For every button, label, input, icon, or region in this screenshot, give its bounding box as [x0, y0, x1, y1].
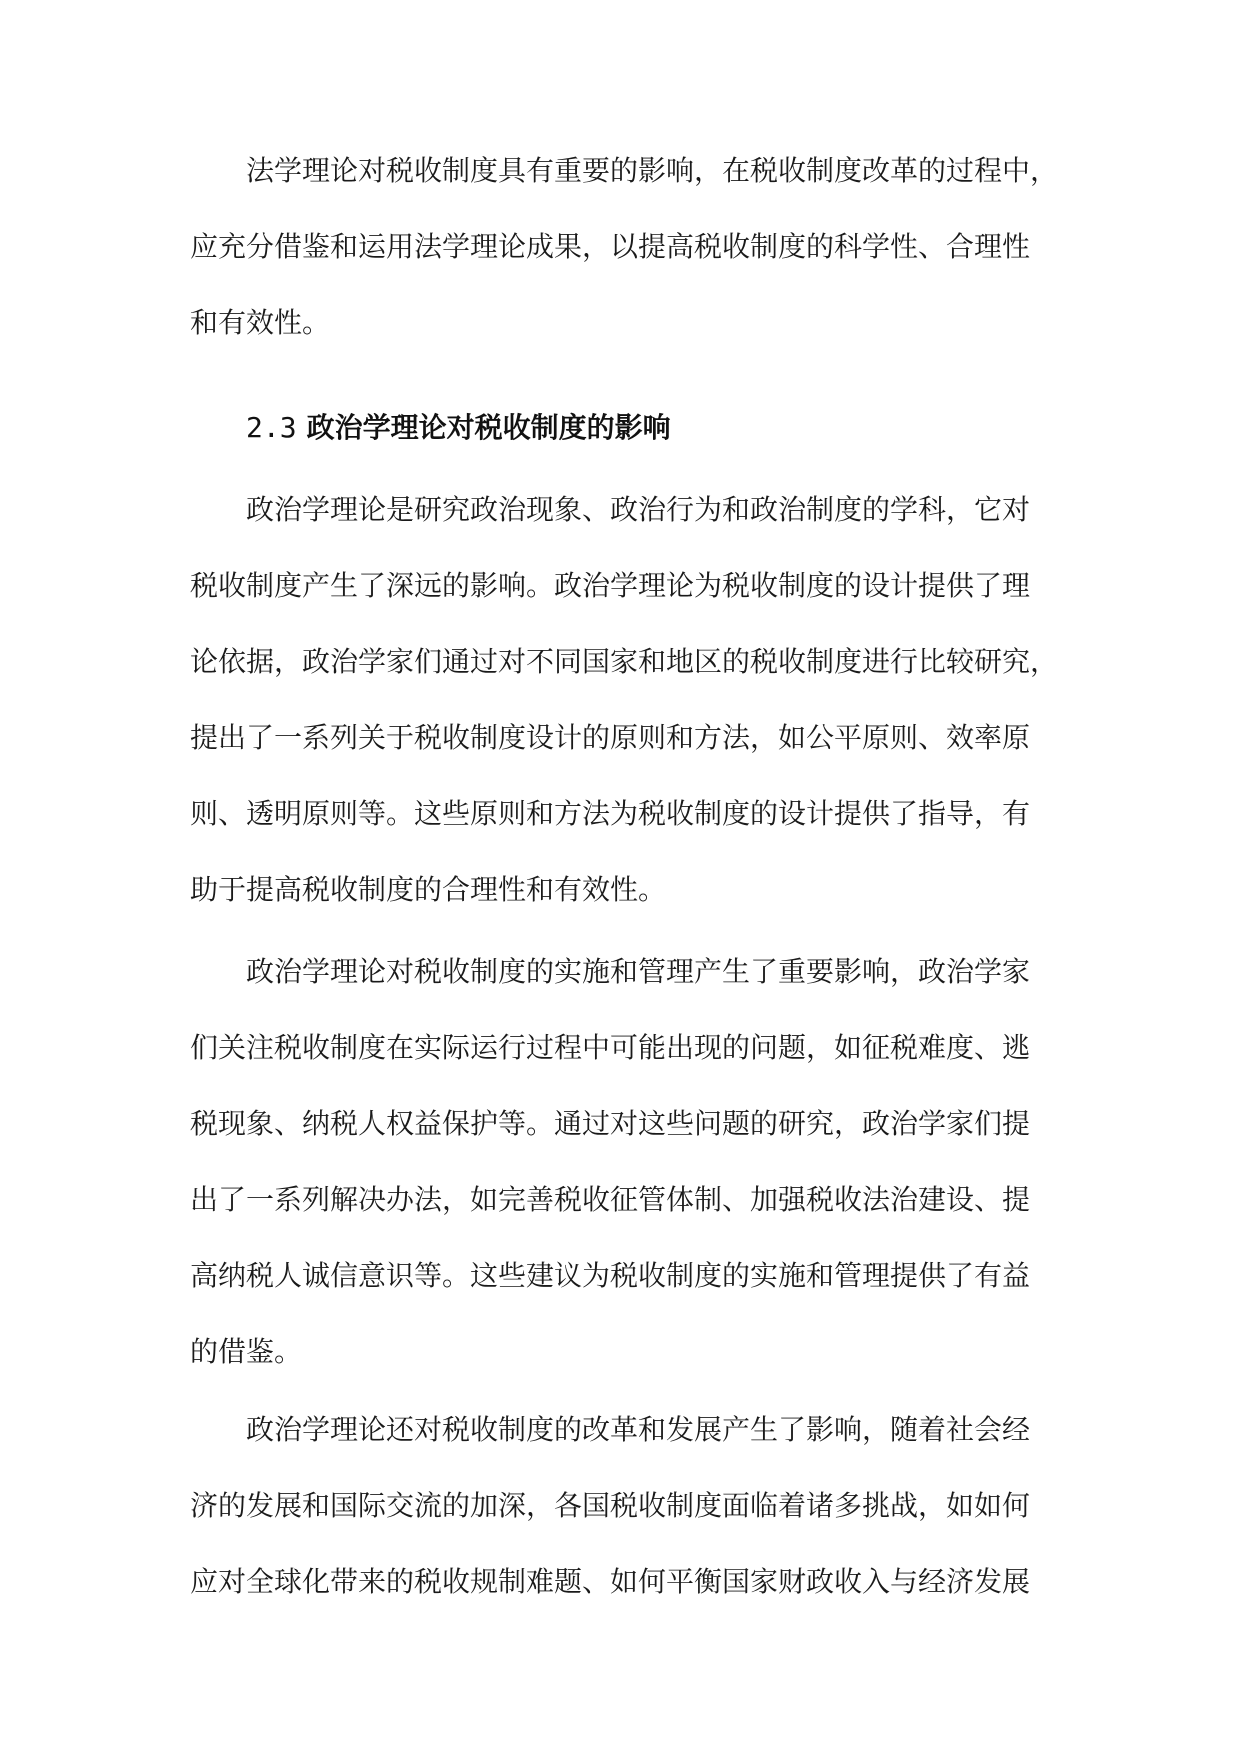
- p2-line-2: 们关注税收制度在实际运行过程中可能出现的问题，如征税难度、逃: [190, 1031, 1031, 1064]
- p2-line-4: 出了一系列解决办法，如完善税收征管体制、加强税收法治建设、提: [190, 1183, 1031, 1216]
- p1-line-4: 提出了一系列关于税收制度设计的原则和方法，如公平原则、效率原: [190, 721, 1031, 754]
- intro-line-3: 和有效性。: [190, 306, 331, 339]
- p2-line-5: 高纳税人诚信意识等。这些建议为税收制度的实施和管理提供了有益: [190, 1259, 1031, 1292]
- p1-line-1: 政治学理论是研究政治现象、政治行为和政治制度的学科，它对: [246, 493, 1031, 526]
- p3-line-2: 济的发展和国际交流的加深，各国税收制度面临着诸多挑战，如如何: [190, 1489, 1031, 1522]
- paragraph-3: [190, 1392, 1058, 1620]
- intro-paragraph: [190, 133, 1058, 361]
- p1-line-3: 论依据，政治学家们通过对不同国家和地区的税收制度进行比较研究，: [190, 645, 1059, 678]
- p2-line-3: 税现象、纳税人权益保护等。通过对这些问题的研究，政治学家们提: [190, 1107, 1031, 1140]
- p1-line-6: 助于提高税收制度的合理性和有效性。: [190, 873, 667, 906]
- intro-line-1: 法学理论对税收制度具有重要的影响，在税收制度改革的过程中，: [246, 154, 1059, 187]
- paragraph-2: [190, 934, 1058, 1390]
- section-heading: [246, 398, 671, 458]
- section-title: 政治学理论对税收制度的影响: [306, 411, 671, 444]
- p1-line-2: 税收制度产生了深远的影响。政治学理论为税收制度的设计提供了理: [190, 569, 1031, 602]
- p2-line-6: 的借鉴。: [190, 1335, 303, 1368]
- section-number: 2.3: [246, 411, 297, 444]
- p1-line-5: 则、透明原则等。这些原则和方法为税收制度的设计提供了指导，有: [190, 797, 1031, 830]
- paragraph-1: [190, 472, 1058, 928]
- p3-line-3: 应对全球化带来的税收规制难题、如何平衡国家财政收入与经济发展: [190, 1565, 1031, 1598]
- p3-line-1: 政治学理论还对税收制度的改革和发展产生了影响，随着社会经: [246, 1413, 1031, 1446]
- p2-line-1: 政治学理论对税收制度的实施和管理产生了重要影响，政治学家: [246, 955, 1031, 988]
- intro-line-2: 应充分借鉴和运用法学理论成果，以提高税收制度的科学性、合理性: [190, 230, 1031, 263]
